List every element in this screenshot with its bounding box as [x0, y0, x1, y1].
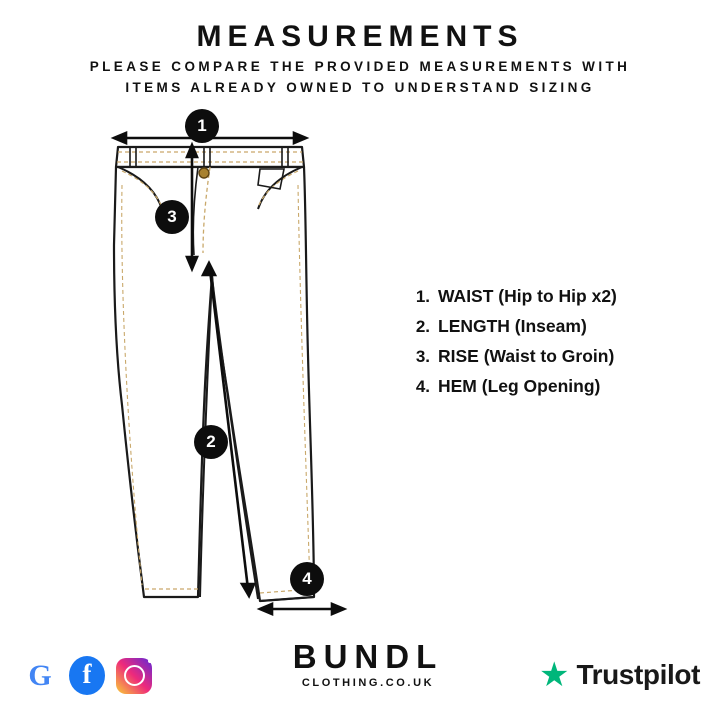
star-icon: ★ — [538, 656, 570, 694]
brand-website: CLOTHING.CO.UK — [301, 677, 435, 689]
legend-number: 4. — [415, 377, 430, 396]
legend-item-rise — [404, 346, 704, 367]
brand-logo — [248, 640, 488, 689]
legend-label: LENGTH (Inseam) — [438, 316, 587, 336]
measurement-legend — [404, 286, 704, 406]
page-title: MEASUREMENTS — [196, 20, 524, 53]
subtitle-line-2: ITEMS ALREADY OWNED TO UNDERSTAND SIZING — [125, 80, 595, 95]
badge-rise: 3 — [155, 200, 189, 234]
legend-item-waist — [404, 286, 704, 307]
legend-label: HEM (Leg Opening) — [438, 376, 601, 396]
google-icon-glyph: G — [28, 658, 52, 692]
page-subtitle — [0, 56, 720, 98]
hem-arrow — [260, 604, 344, 614]
legend-number: 2. — [415, 317, 430, 336]
badge-waist: 1 — [185, 109, 219, 143]
legend-item-hem — [404, 376, 704, 397]
legend-number: 3. — [415, 347, 430, 366]
legend-number: 1. — [415, 287, 430, 306]
instagram-icon[interactable] — [116, 658, 152, 694]
facebook-icon-glyph: f — [82, 658, 92, 689]
google-icon[interactable] — [22, 658, 58, 694]
instagram-icon-dot — [148, 659, 152, 663]
legend-item-length — [404, 316, 704, 337]
subtitle-line-1: PLEASE COMPARE THE PROVIDED MEASUREMENTS WITH — [89, 59, 631, 74]
legend-label: WAIST (Hip to Hip x2) — [438, 286, 617, 306]
legend-label: RISE (Waist to Groin) — [438, 346, 615, 366]
badge-hem: 4 — [290, 562, 324, 596]
facebook-icon[interactable] — [69, 656, 105, 695]
jeans-diagram — [70, 105, 400, 625]
social-links — [22, 656, 152, 695]
badge-length: 2 — [194, 425, 228, 459]
instagram-icon-ring — [124, 665, 145, 686]
brand-name: BUNDL — [292, 638, 444, 675]
trustpilot-label: Trustpilot — [576, 659, 700, 690]
trustpilot-badge[interactable] — [539, 658, 700, 692]
